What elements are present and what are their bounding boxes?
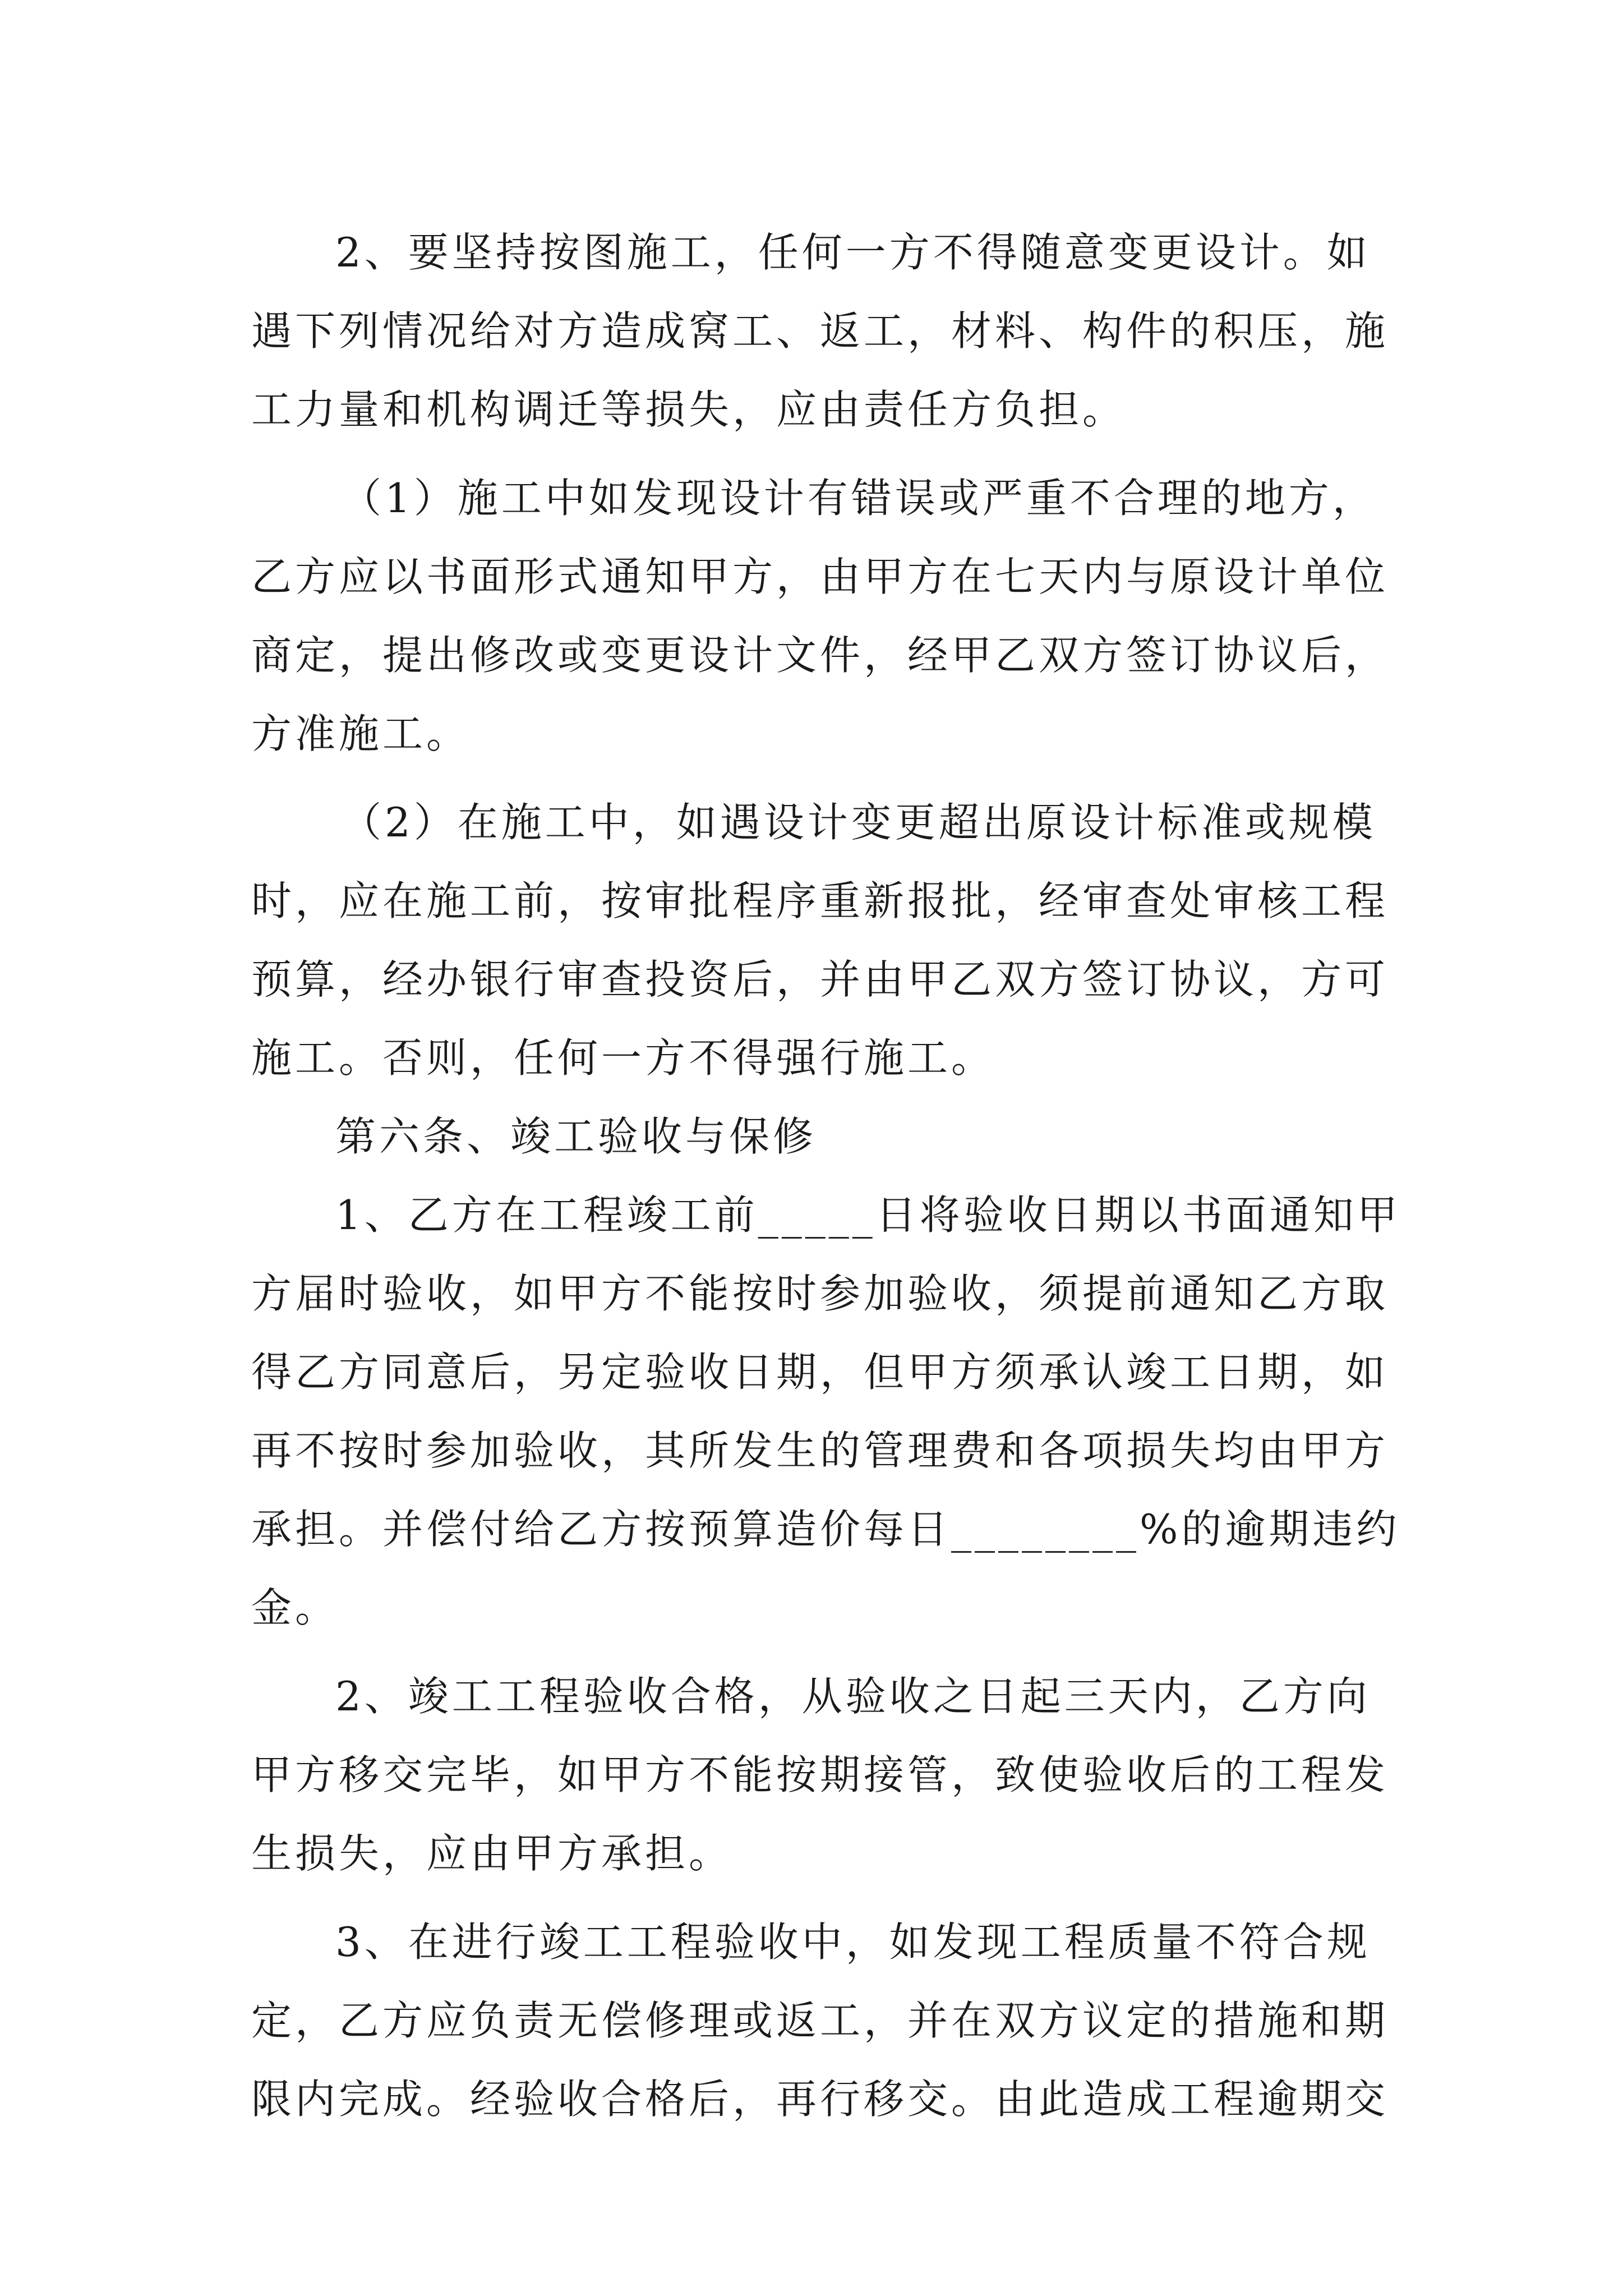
text-line: 金。: [251, 1584, 339, 1631]
section-heading: 第六条、竣工验收与保修: [335, 1113, 817, 1160]
text-line: 方准施工。: [251, 710, 471, 757]
text-line: 1、乙方在工程竣工前_____日将验收日期以书面通知甲: [335, 1191, 1401, 1239]
text-line: 甲方移交完毕，如甲方不能按期接管，致使验收后的工程发: [251, 1751, 1389, 1798]
text-line: 2、竣工工程验收合格，从验收之日起三天内，乙方向: [335, 1673, 1371, 1720]
text-line: 预算，经办银行审查投资后，并由甲乙双方签订协议，方可: [251, 956, 1389, 1003]
text-line: 施工。否则，任何一方不得强行施工。: [251, 1034, 995, 1082]
text-line: （2）在施工中，如遇设计变更超出原设计标准或规模: [341, 799, 1376, 846]
text-line: 时，应在施工前，按审批程序重新报批，经审查处审核工程: [251, 877, 1389, 924]
text-line: （1）施工中如发现设计有错误或严重不合理的地方，: [341, 475, 1376, 522]
text-line: 工力量和机构调迁等损失，应由责任方负担。: [251, 386, 1127, 433]
text-line: 生损失，应由甲方承担。: [251, 1830, 733, 1877]
text-line: 定，乙方应负责无偿修理或返工，并在双方议定的措施和期: [251, 1997, 1389, 2044]
text-line: 商定，提出修改或变更设计文件，经甲乙双方签订协议后，: [251, 632, 1389, 679]
document-body: [251, 213, 1401, 2138]
text-line: 得乙方同意后，另定验收日期，但甲方须承认竣工日期，如: [251, 1349, 1389, 1396]
text-line: 再不按时参加验收，其所发生的管理费和各项损失均由甲方: [251, 1427, 1389, 1474]
text-line: 限内完成。经验收合格后，再行移交。由此造成工程逾期交: [251, 2076, 1389, 2123]
text-line: 2、要坚持按图施工，任何一方不得随意变更设计。如: [335, 229, 1371, 276]
text-line: 3、在进行竣工工程验收中，如发现工程质量不符合规: [335, 1918, 1371, 1966]
text-line: 遇下列情况给对方造成窝工、返工，材料、构件的积压，施: [251, 307, 1389, 355]
text-line: 承担。并偿付给乙方按预算造价每日________%的逾期违约: [251, 1506, 1400, 1553]
text-line: 乙方应以书面形式通知甲方，由甲方在七天内与原设计单位: [251, 553, 1389, 600]
text-line: 方届时验收，如甲方不能按时参加验收，须提前通知乙方取: [251, 1270, 1389, 1317]
